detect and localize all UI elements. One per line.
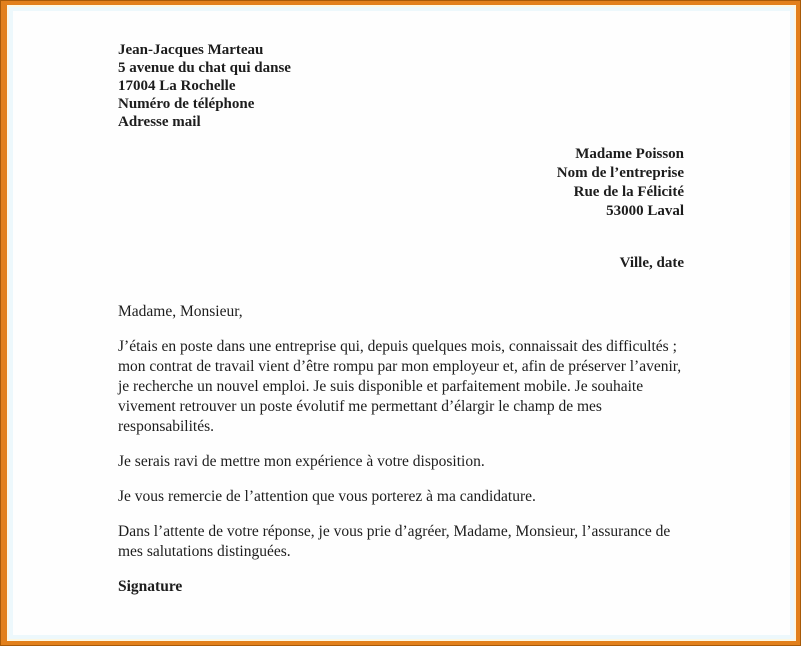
recipient-street: Rue de la Félicité (573, 184, 684, 200)
sender-name: Jean-Jacques Marteau (118, 42, 264, 58)
sender-city: 17004 La Rochelle (118, 78, 236, 94)
recipient-block (118, 145, 684, 221)
sender-email: Adresse mail (118, 114, 201, 130)
sender-street: 5 avenue du chat qui danse (118, 60, 291, 76)
date-line: Ville, date (619, 255, 684, 271)
letter-content (7, 5, 796, 597)
body-paragraph-3: Je vous remercie de l’attention que vous porterez à ma candidature. (118, 488, 536, 505)
recipient-company: Nom de l’entreprise (556, 165, 684, 181)
recipient-city: 53000 Laval (606, 203, 684, 219)
body-paragraph-1: J’étais en poste dans une entreprise qui, depuis quelques mois, connaissait des difficultés ; mon contrat de travail vient d’être rompu par mon employeur et, afin de préserver l’avenir, je recherche un nouvel emploi. Je suis disponible et parfaitement mobile. Je souhaite vivement retrouver un poste évolutif me permettant d’élargir le champ de mes responsabilités. (118, 338, 682, 435)
body-paragraph-4: Dans l’attente de votre réponse, je vous prie d’agréer, Madame, Monsieur, l’assurance de mes salutations distinguées. (118, 523, 671, 560)
sender-phone: Numéro de téléphone (118, 96, 255, 112)
salutation: Madame, Monsieur, (118, 303, 243, 320)
sender-block (118, 41, 684, 131)
signature-label: Signature (118, 578, 183, 595)
body-paragraph-2: Je serais ravi de mettre mon expérience à votre disposition. (118, 453, 485, 470)
recipient-name: Madame Poisson (575, 146, 684, 162)
